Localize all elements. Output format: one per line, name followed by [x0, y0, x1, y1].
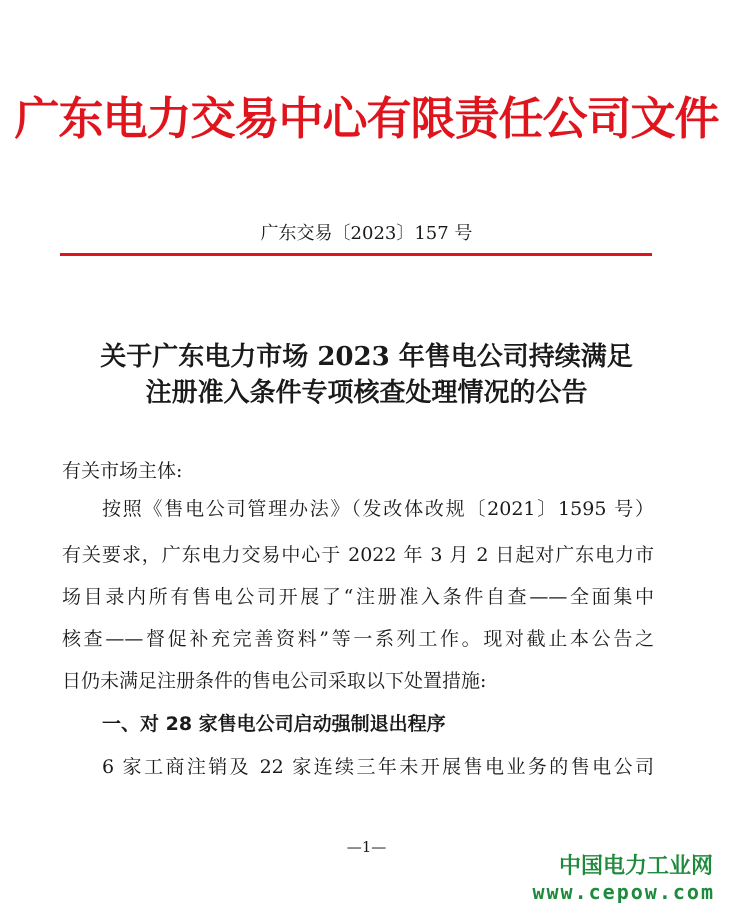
notice-title-line-2: 注册准入条件专项核查处理情况的公告 — [145, 378, 588, 408]
red-divider-line — [60, 253, 652, 256]
issuer-masthead: 广东电力交易中心有限责任公司文件 — [14, 92, 719, 145]
paragraph-1-line-4: 核查——督促补充完善资料”等一系列工作。现对截止本公告之 — [62, 628, 654, 650]
paragraph-1-line-5: 日仍未满足注册条件的售电公司采取以下处置措施: — [62, 670, 487, 692]
paragraph-1-line-2: 有关要求，广东电力交易中心于 2022 年 3 月 2 日起对广东电力市 — [62, 544, 654, 566]
watermark-site-url[interactable]: www.cepow.com — [532, 880, 715, 904]
section-1-heading: 一、对 28 家售电公司启动强制退出程序 — [102, 713, 446, 735]
page-number: —1— — [346, 838, 387, 856]
paragraph-2-line-1: 6 家工商注销及 22 家连续三年未开展售电业务的售电公司 — [102, 756, 654, 778]
document-number: 广东交易〔2023〕157 号 — [260, 223, 473, 244]
paragraph-1-line-3: 场目录内所有售电公司开展了“注册准入条件自查——全面集中 — [62, 586, 654, 608]
notice-title-line-1: 关于广东电力市场 2023 年售电公司持续满足 — [100, 342, 633, 372]
salutation: 有关市场主体: — [62, 460, 183, 482]
paragraph-1-line-1: 按照《售电公司管理办法》（发改体改规〔2021〕1595 号） — [102, 498, 654, 520]
watermark-site-name: 中国电力工业网 — [558, 854, 713, 879]
